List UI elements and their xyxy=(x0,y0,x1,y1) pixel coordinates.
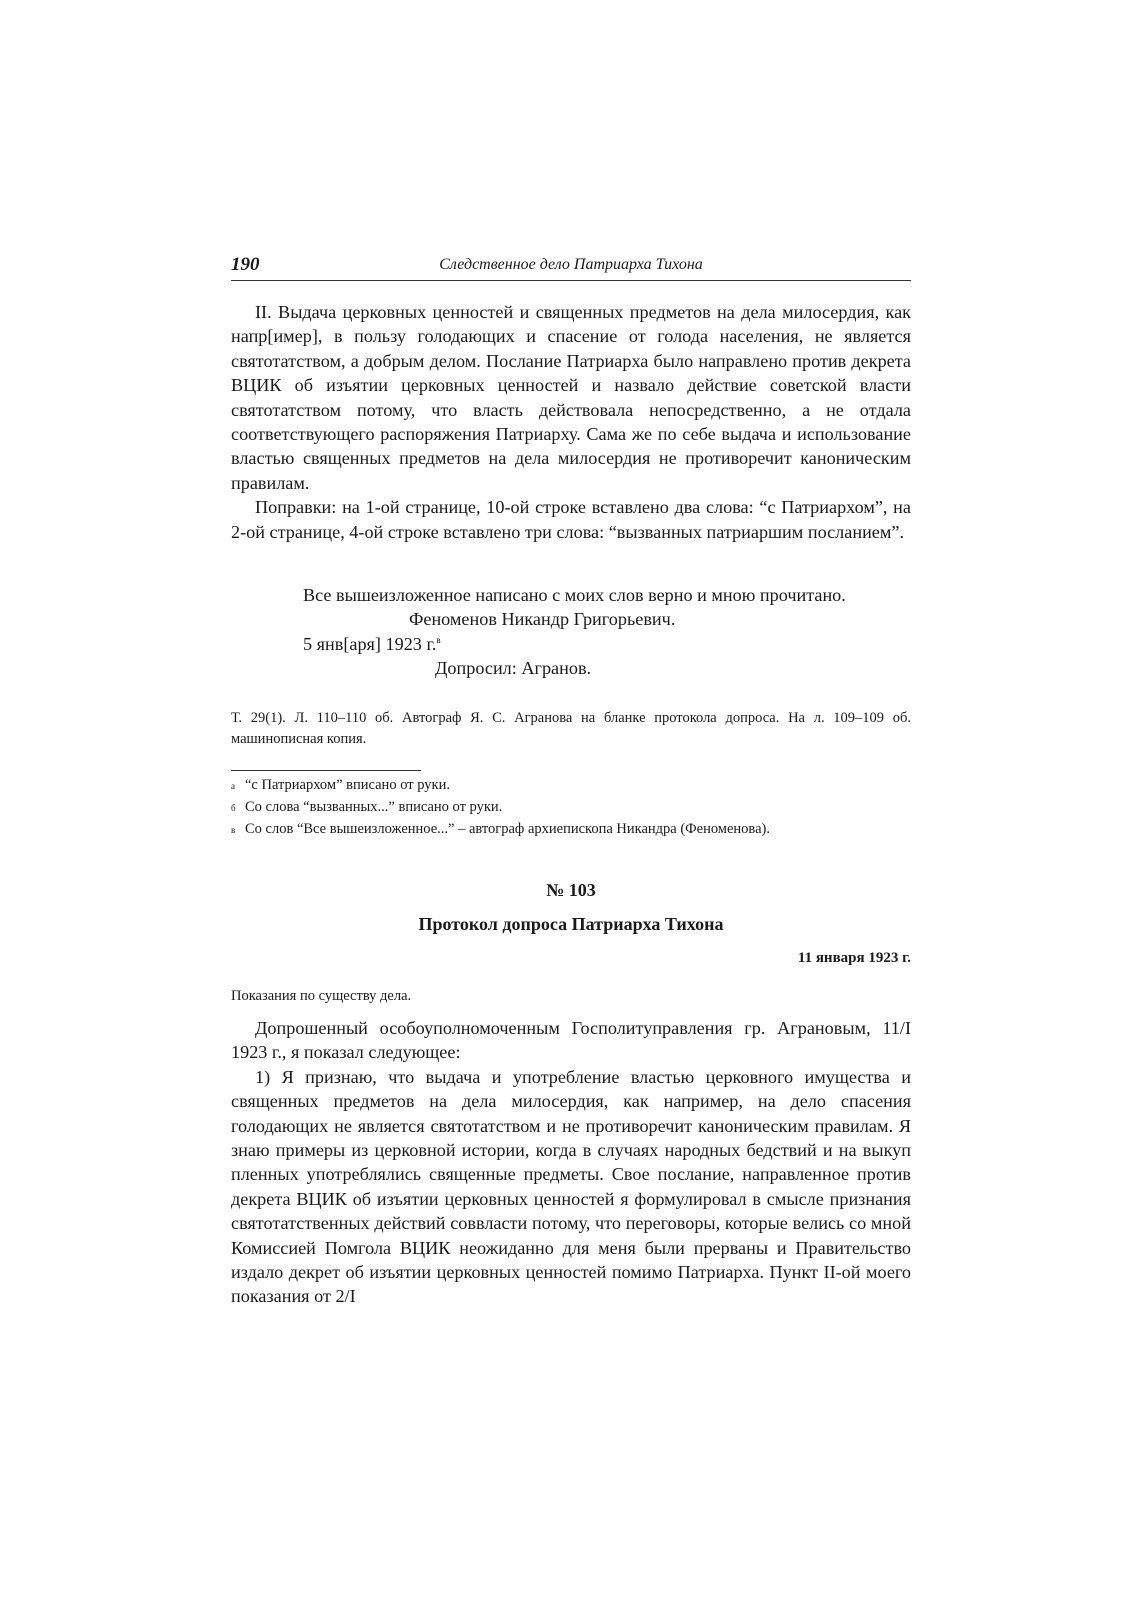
paragraph: II. Выдача церковных ценностей и священных предметов на дела милосердия, как напр[имер], в пользу голодающих и спасение от голода населения, не является святотатством, а добрым делом. Послание Патриарха было направлено против декрета ВЦИК об изъятии церковных ценностей и назвало действие советской власти святотатством потому, что власть действовала непосредственно, а не отдала соответствующего распоряжения Патриарху. Сама же по себе выдача и использование властью священных предметов на дела милосердия не противоречит каноническим правилам. xyxy=(231,302,911,493)
footnote-ref: в xyxy=(436,634,441,645)
running-header xyxy=(231,254,911,281)
document-number: № 103 xyxy=(546,880,596,900)
signature-date: 5 янв[аря] 1923 г.$^в$ xyxy=(303,633,441,654)
paragraph: 1) Я признаю, что выдача и употребление властью церковного имущества и священных предметов на дела милосердия, как например, на дело спасения голодающих не является святотатством и не противоречит каноническим правилам. Я знаю примеры из церковной истории, когда в случаях народных бедствий и на выкуп пленных употреблялись священные предметы. Свое послание, направленное против декрета ВЦИК об изъятии церковных ценностей я формулировал в смысле признания святотатственных действий соввласти потому, что переговоры, которые велись со мной Комиссией Помгола ВЦИК неожиданно для меня были прерваны и Правительство издало декрет об изъятии церковных ценностей помимо Патриарха. Пункт II-ой моего показания от 2/I xyxy=(231,1066,911,1307)
paragraph: Допрошенный особоуполномоченным Госполитуправления гр. Аграновым, 11/I 1923 г., я показал следующее: xyxy=(231,1018,911,1063)
interrogation-text xyxy=(231,1016,911,1309)
interrogator-line: Допросил: Агранов. xyxy=(435,658,592,679)
page-number: 190 xyxy=(231,254,260,275)
signature-block xyxy=(231,583,911,681)
attestation-line: Все вышеизложенное написано с моих слов верно и мною прочитано. xyxy=(303,585,846,605)
footnote: б Со слова “вызванных...” вписано от руки. xyxy=(231,799,503,815)
document-title: Протокол допроса Патриарха Тихона xyxy=(418,914,724,934)
running-title: Следственное дело Патриарха Тихона xyxy=(439,256,703,273)
document-date: 11 января 1923 г. xyxy=(797,950,911,966)
paragraph-corrections: Поправки: на 1-ой странице, 10-ой строке вставлено два слова: “с Патриархом”, на 2-ой странице, 4-ой строке вставлено три слова: “вызванных патриаршим посланием”. xyxy=(231,497,911,542)
footnotes xyxy=(231,775,911,841)
footnote: в Со слов “Все вышеизложенное...” – автограф архиепископа Никандра (Феноменова). xyxy=(231,821,770,837)
signatory-name: Феноменов Никандр Григорьевич. xyxy=(409,609,676,630)
document-remark: Показания по существу дела. xyxy=(231,988,412,1004)
footnote: а “с Патриархом” вписано от руки. xyxy=(231,777,450,793)
testimony-continuation xyxy=(231,300,911,544)
archival-source-note: Т. 29(1). Л. 110–110 об. Автограф Я. С. Агранова на бланке протокола допроса. На л. 109–109 об. машинописная копия. xyxy=(231,710,911,747)
footnote-divider xyxy=(231,770,421,771)
